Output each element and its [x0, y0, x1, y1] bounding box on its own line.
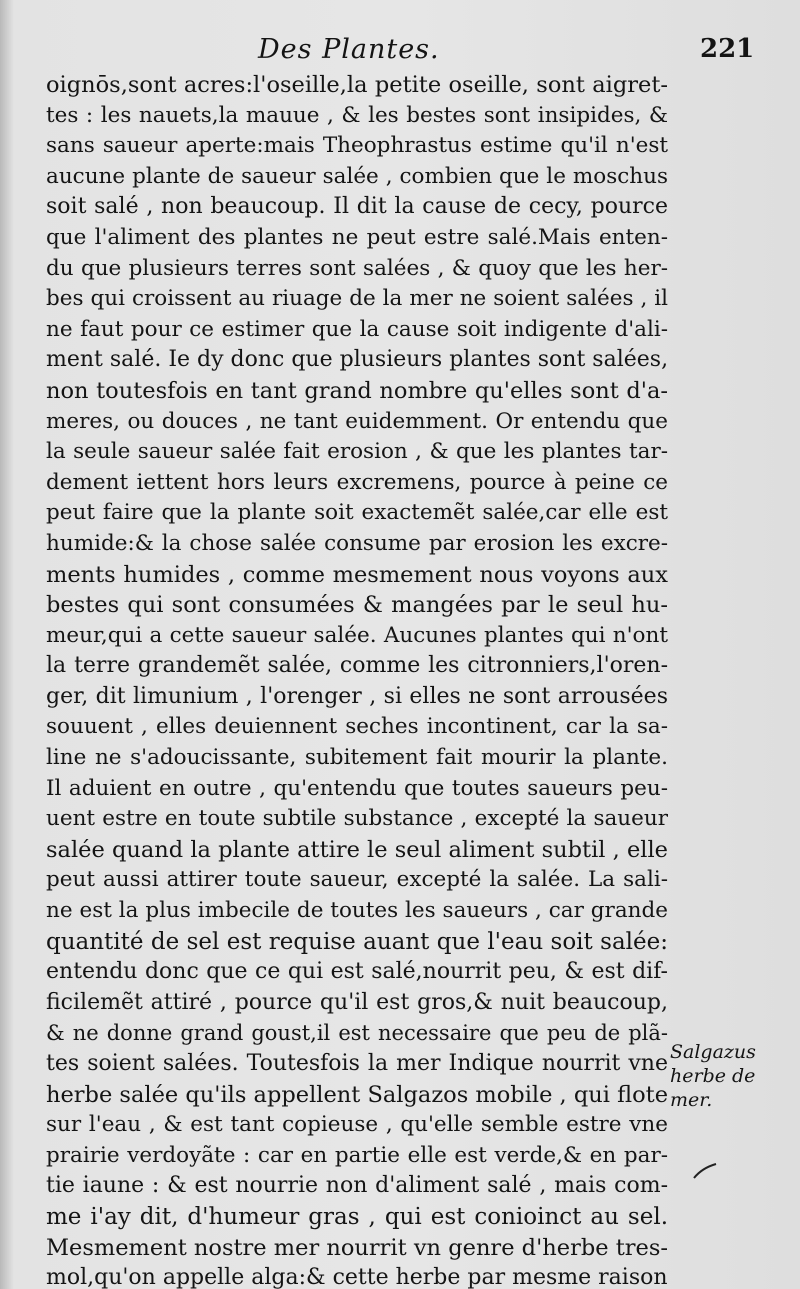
text-line: sur l'eau , & est tant copieuse , qu'elle semble estre vne [46, 1112, 668, 1138]
page-number: 221 [700, 34, 755, 64]
page-header [0, 30, 800, 70]
text-line: Il aduient en outre , qu'entendu que toutes saueurs peu- [46, 775, 668, 801]
margin-note-line: herbe de [670, 1065, 756, 1087]
text-line: peut aussi attirer toute saueur, excepté la salée. La sali- [46, 867, 668, 893]
text-line: mol,qu'on appelle alga:& cette herbe par mesme raison [46, 1265, 668, 1289]
text-line: bestes qui sont consumées & mangées par le seul hu- [46, 592, 668, 619]
text-line: entendu donc que ce qui est salé,nourrit peu, & est dif- [46, 959, 668, 985]
text-line: humide:& la chose salée consume par erosion les excre- [46, 530, 668, 556]
text-line: non toutesfois en tant grand nombre qu'elles sont d'a- [46, 377, 668, 404]
text-line: oignōs,sont acres:l'oseille,la petite oseille, sont aigret- [46, 72, 668, 98]
text-line: line ne s'adoucissante, subitement fait mourir la plante. [46, 745, 668, 771]
text-line: tes soient salées. Toutesfois la mer Indique nourrit vne [46, 1051, 668, 1076]
margin-note-line: mer. [670, 1089, 713, 1111]
pen-mark [692, 1160, 722, 1182]
text-line: uent estre en toute subtile substance , excepté la saueur [46, 806, 668, 832]
text-line: ne faut pour ce estimer que la cause soit indigente d'ali- [46, 316, 668, 342]
text-line: prairie verdoyãte : car en partie elle est verde,& en par- [46, 1142, 668, 1168]
body-text [46, 70, 668, 1289]
text-line: peut faire que la plante soit exactemẽt salée,car elle est [46, 500, 668, 526]
text-line: me i'ay dit, d'humeur gras , qui est conioinct au sel. [46, 1203, 668, 1230]
text-line: sans saueur aperte:mais Theophrastus estime qu'il n'est [46, 133, 668, 159]
text-line: dement iettent hors leurs excremens, pource à peine ce [46, 469, 668, 495]
text-line: ments humides , comme mesmement nous voyons aux [46, 561, 668, 588]
text-line: ger, dit limunium , l'orenger , si elles ne sont arrousées [46, 683, 668, 709]
text-line: herbe salée qu'ils appellent Salgazos mobile , qui flote [46, 1081, 668, 1108]
text-line: souuent , elles deuiennent seches incontinent, car la sa- [46, 714, 668, 740]
running-title: Des Plantes. [258, 34, 440, 65]
text-line: la seule saueur salée fait erosion , & que les plantes tar- [46, 439, 668, 465]
text-line: bes qui croissent au riuage de la mer ne soient salées , il [46, 286, 668, 312]
margin-note-line: Salgazus [670, 1041, 756, 1063]
text-line: meur,qui a cette saueur salée. Aucunes plantes qui n'ont [46, 622, 668, 648]
text-line: tes : les nauets,la mauue , & les bestes sont insipides, & [46, 102, 668, 128]
text-line: ne est la plus imbecile de toutes les saueurs , car grande [46, 898, 668, 924]
text-line: du que plusieurs terres sont salées , & quoy que les her- [46, 255, 668, 281]
text-line: quantité de sel est requise auant que l'eau soit salée: [46, 928, 668, 955]
text-line: soit salé , non beaucoup. Il dit la cause de cecy, pource [46, 194, 668, 220]
text-line: Mesmement nostre mer nourrit vn genre d'herbe tres- [46, 1234, 668, 1261]
text-line: aucune plante de saueur salée , combien que le moschus [46, 163, 668, 189]
text-line: que l'aliment des plantes ne peut estre salé.Mais enten- [46, 224, 668, 250]
text-line: meres, ou douces , ne tant euidemment. Or entendu que [46, 408, 668, 434]
text-line: ficilemẽt attiré , pource qu'il est gros,& nuit beaucoup, [46, 989, 668, 1015]
text-line: la terre grandemẽt salée, comme les citronniers,l'oren- [46, 653, 668, 679]
margin-note [670, 1040, 795, 1112]
text-line: ment salé. Ie dy donc que plusieurs plantes sont salées, [46, 347, 668, 373]
text-line: & ne donne grand goust,il est necessaire que peu de plã- [46, 1021, 668, 1046]
text-line: salée quand la plante attire le seul aliment subtil , elle [46, 836, 668, 863]
text-line: tie iaune : & est nourrie non d'aliment salé , mais com- [46, 1173, 668, 1199]
